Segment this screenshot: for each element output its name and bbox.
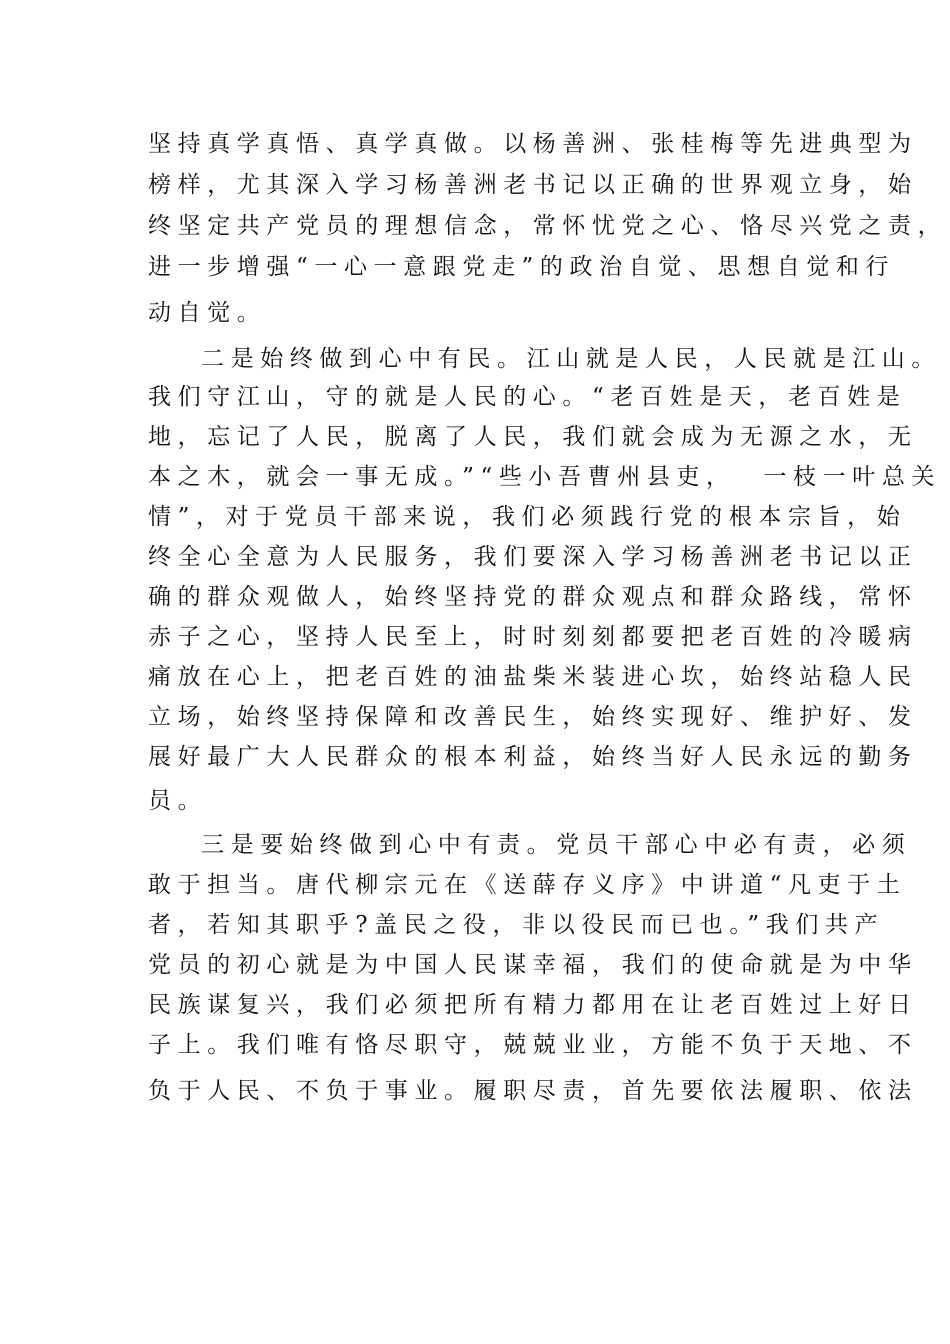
- paragraph-line: 终坚定共产党员的理想信念，常怀忧党之心、恪尽兴党之责，: [148, 213, 948, 239]
- paragraph-line: 痛放在心上，把老百姓的油盐柴米装进心坎，始终站稳人民: [148, 664, 918, 690]
- paragraph-line: 子上。我们唯有恪尽职守，兢兢业业，方能不负于天地、不: [148, 1032, 918, 1058]
- paragraph-line: 敢于担当。唐代柳宗元在《送薛存义序》中讲道“凡吏于土: [148, 872, 907, 898]
- paragraph-line: 我们守江山，守的就是人民的心。“老百姓是天，老百姓是: [148, 384, 907, 410]
- paragraph-line: 确的群众观做人，始终坚持党的群众观点和群众路线，常怀: [148, 584, 918, 610]
- paragraph-line: 二是始终做到心中有民。江山就是人民，人民就是江山。: [201, 346, 941, 372]
- paragraph-line: 地，忘记了人民，脱离了人民，我们就会成为无源之水，无: [148, 424, 918, 450]
- paragraph-line: 情”，对于党员干部来说，我们必须践行党的根本宗旨，始: [148, 504, 907, 530]
- paragraph-line: 动自觉。: [148, 300, 267, 326]
- paragraph-line: 民族谋复兴，我们必须把所有精力都用在让老百姓过上好日: [148, 992, 918, 1018]
- paragraph-line: 本之木，就会一事无成。”“些小吾曹州县吏， 一枝一叶总关: [148, 464, 942, 490]
- paragraph-line: 进一步增强“一心一意跟党走”的政治自觉、思想自觉和行: [148, 254, 896, 280]
- paragraph-line: 赤子之心，坚持人民至上，时时刻刻都要把老百姓的冷暖病: [148, 624, 918, 650]
- paragraph-line: 党员的初心就是为中国人民谋幸福，我们的使命就是为中华: [148, 952, 918, 978]
- paragraph-line: 负于人民、不负于事业。履职尽责，首先要依法履职、依法: [148, 1078, 918, 1104]
- paragraph-line: 员。: [148, 788, 208, 814]
- paragraph-line: 立场，始终坚持保障和改善民生，始终实现好、维护好、发: [148, 704, 918, 730]
- paragraph-line: 榜样，尤其深入学习杨善洲老书记以正确的世界观立身，始: [148, 172, 918, 198]
- paragraph-line: 三是要始终做到心中有责。党员干部心中必有责，必须: [201, 832, 912, 858]
- paragraph-line: 坚持真学真悟、真学真做。以杨善洲、张桂梅等先进典型为: [148, 131, 918, 157]
- paragraph-line: 者，若知其职乎?盖民之役，非以役民而已也。”我们共产: [148, 912, 885, 938]
- paragraph-line: 展好最广大人民群众的根本利益，始终当好人民永远的勤务: [148, 744, 918, 770]
- paragraph-line: 终全心全意为人民服务，我们要深入学习杨善洲老书记以正: [148, 544, 918, 570]
